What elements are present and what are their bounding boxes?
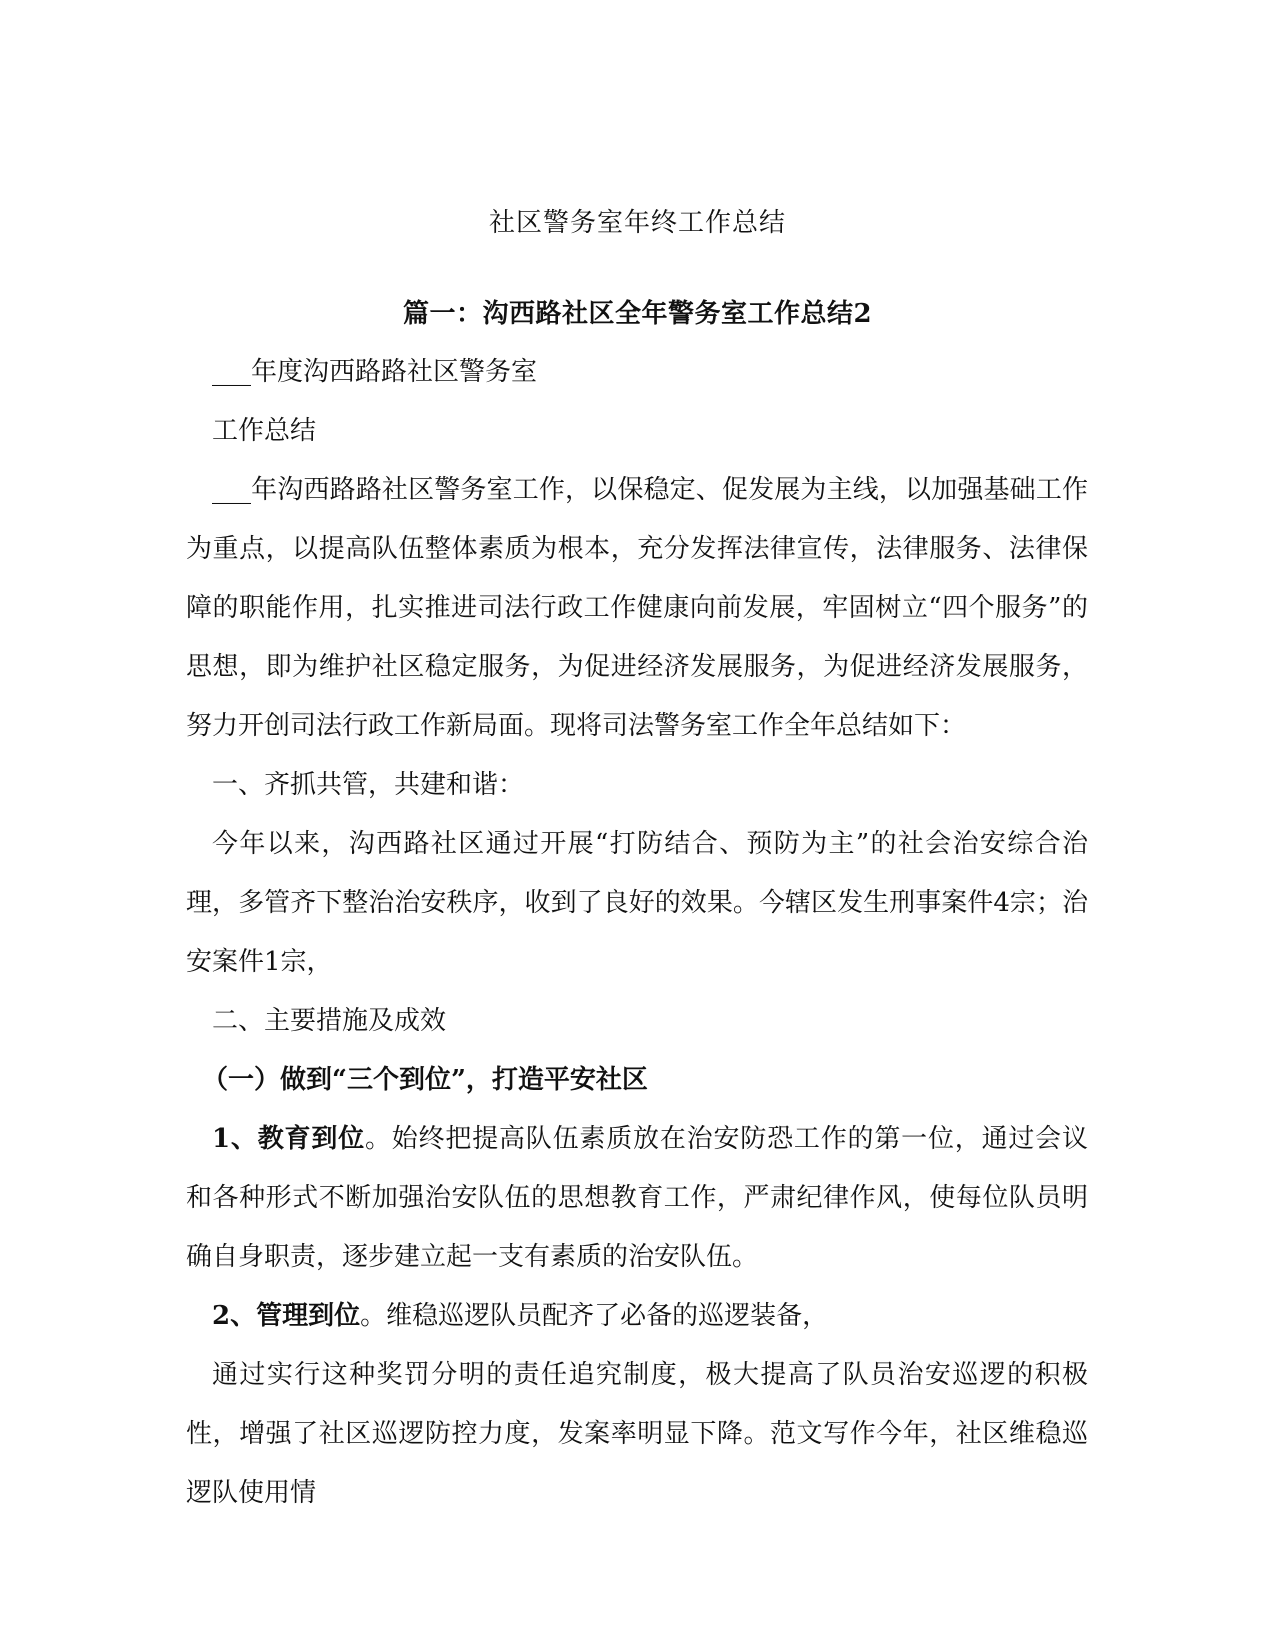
paragraph-summary-heading: 工作总结	[212, 416, 317, 446]
document-title: 社区警务室年终工作总结	[488, 208, 786, 238]
paragraph-education	[186, 1110, 1088, 1287]
management-lead: 2、管理到位	[212, 1301, 361, 1331]
paragraph-subsection-one: （一）做到“三个到位”，打造平安社区	[202, 1065, 648, 1095]
paragraph-management	[186, 1287, 1088, 1346]
paragraph-cases: 今年以来，沟西路社区通过开展“打防结合、预防为主”的社会治安综合治理，多管齐下整治治安秩序，收到了良好的效果。今辖区发生刑事案件4宗；治安案件1宗，	[186, 829, 1088, 977]
paragraph-intro: ___年沟西路路社区警务室工作，以保稳定、促发展为主线，以加强基础工作为重点，以提高队伍整体素质为根本，充分发挥法律宣传，法律服务、法律保障的职能作用，扎实推进司法行政工作健康向前发展，牢固树立“四个服务”的思想，即为维护社区稳定服务，为促进经济发展服务，为促进经济发展服务，努力开创司法行政工作新局面。现将司法警务室工作全年总结如下：	[186, 475, 1088, 741]
paragraph-year-heading: ___年度沟西路路社区警务室	[212, 357, 538, 387]
paragraph-section-two: 二、主要措施及成效	[212, 1006, 447, 1036]
management-text: 。维稳巡逻队员配齐了必备的巡逻装备，	[360, 1301, 829, 1331]
section-title: 篇一：沟西路社区全年警务室工作总结2	[402, 299, 873, 329]
paragraph-patrol: 通过实行这种奖罚分明的责任追究制度，极大提高了队员治安巡逻的积极性，增强了社区巡逻防控力度，发案率明显下降。范文写作今年，社区维稳巡逻队使用情	[186, 1360, 1088, 1508]
education-text: 。始终把提高队伍素质放在治安防恐工作的第一位，通过会议和各种形式不断加强治安队伍的思想教育工作，严肃纪律作风，使每位队员明确自身职责，逐步建立起一支有素质的治安队伍。	[186, 1124, 1088, 1272]
education-lead: 1、教育到位	[212, 1124, 365, 1154]
document-body	[186, 343, 1088, 1523]
paragraph-section-one: 一、齐抓共管，共建和谐：	[212, 770, 525, 800]
